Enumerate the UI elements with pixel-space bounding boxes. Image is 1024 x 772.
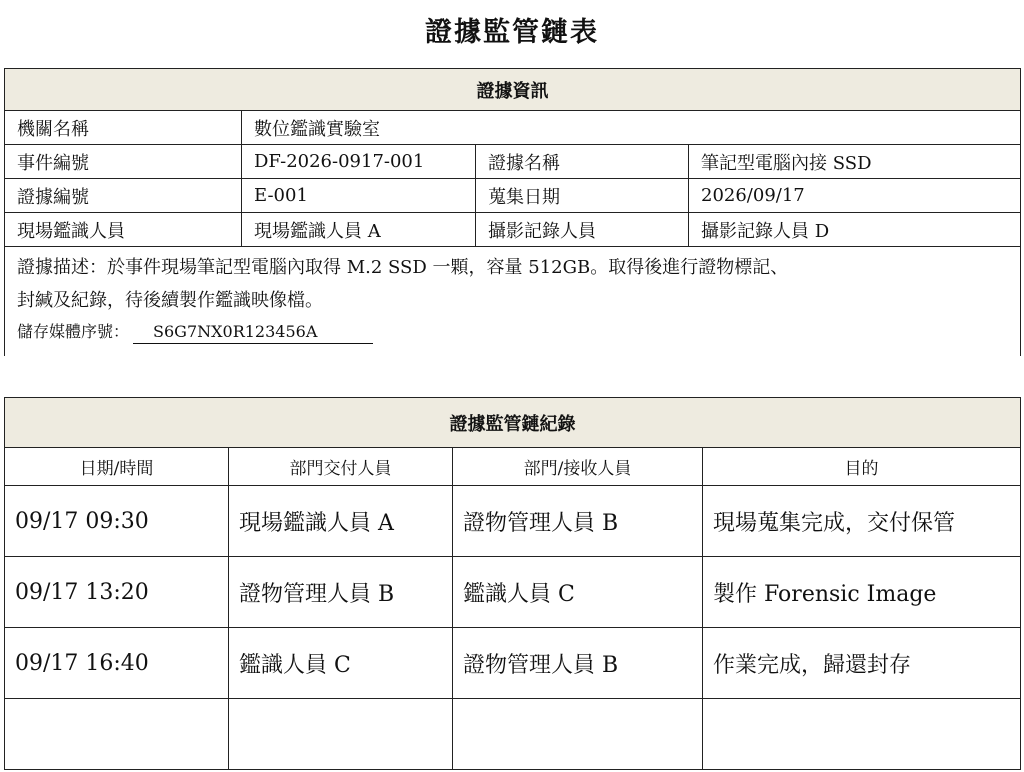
custody-log-table — [4, 397, 1021, 770]
serial-value: S6G7NX0R123456A — [133, 321, 373, 344]
cell-deliverer: 證物管理人員 B — [229, 557, 453, 628]
cell-purpose: 製作 Forensic Image — [703, 557, 1021, 628]
column-header-purpose: 目的 — [703, 448, 1021, 486]
evidence-info-header: 證據資訊 — [5, 69, 1021, 111]
empty-cell — [703, 699, 1021, 770]
empty-cell — [5, 699, 229, 770]
evidence-no-value: E-001 — [242, 179, 476, 213]
cell-deliverer: 鑑識人員 C — [229, 628, 453, 699]
forensic-staff-value: 現場鑑識人員 A — [242, 213, 476, 247]
empty-cell — [453, 699, 703, 770]
cell-datetime: 09/17 09:30 — [5, 486, 229, 557]
evidence-info-table — [4, 68, 1021, 356]
forensic-staff-label: 現場鑑識人員 — [5, 213, 242, 247]
page-title: 證據監管鏈表 — [425, 17, 599, 48]
evidence-name-value: 筆記型電腦內接 SSD — [689, 145, 1021, 179]
column-header-receiver: 部門/接收人員 — [453, 448, 703, 486]
evidence-description — [5, 247, 1021, 357]
photo-staff-label: 攝影記錄人員 — [476, 213, 689, 247]
case-no-label: 事件編號 — [5, 145, 242, 179]
cell-purpose: 作業完成，歸還封存 — [703, 628, 1021, 699]
serial-label: 儲存媒體序號： — [17, 322, 130, 341]
cell-receiver: 鑑識人員 C — [453, 557, 703, 628]
photo-staff-value: 攝影記錄人員 D — [689, 213, 1021, 247]
cell-receiver: 證物管理人員 B — [453, 486, 703, 557]
table-row — [5, 557, 1021, 628]
collect-date-value: 2026/09/17 — [689, 179, 1021, 213]
table-row — [5, 628, 1021, 699]
evidence-name-label: 證據名稱 — [476, 145, 689, 179]
custody-log-header: 證據監管鏈紀錄 — [5, 398, 1021, 448]
table-row-empty — [5, 699, 1021, 770]
table-row — [5, 486, 1021, 557]
empty-cell — [229, 699, 453, 770]
collect-date-label: 蒐集日期 — [476, 179, 689, 213]
description-line-1: 證據描述：於事件現場筆記型電腦內取得 M.2 SSD 一顆，容量 512GB。取得後進行證物標記、 — [17, 257, 789, 278]
evidence-no-label: 證據編號 — [5, 179, 242, 213]
agency-value: 數位鑑識實驗室 — [242, 111, 1021, 145]
serial-row — [17, 317, 1008, 347]
cell-datetime: 09/17 13:20 — [5, 557, 229, 628]
cell-receiver: 證物管理人員 B — [453, 628, 703, 699]
case-no-value: DF-2026-0917-001 — [242, 145, 476, 179]
cell-deliverer: 現場鑑識人員 A — [229, 486, 453, 557]
cell-purpose: 現場蒐集完成，交付保管 — [703, 486, 1021, 557]
cell-datetime: 09/17 16:40 — [5, 628, 229, 699]
column-header-datetime: 日期/時間 — [5, 448, 229, 486]
description-line-2: 封緘及紀錄，待後續製作鑑識映像檔。 — [17, 290, 323, 311]
agency-label: 機關名稱 — [5, 111, 242, 145]
column-header-deliverer: 部門交付人員 — [229, 448, 453, 486]
